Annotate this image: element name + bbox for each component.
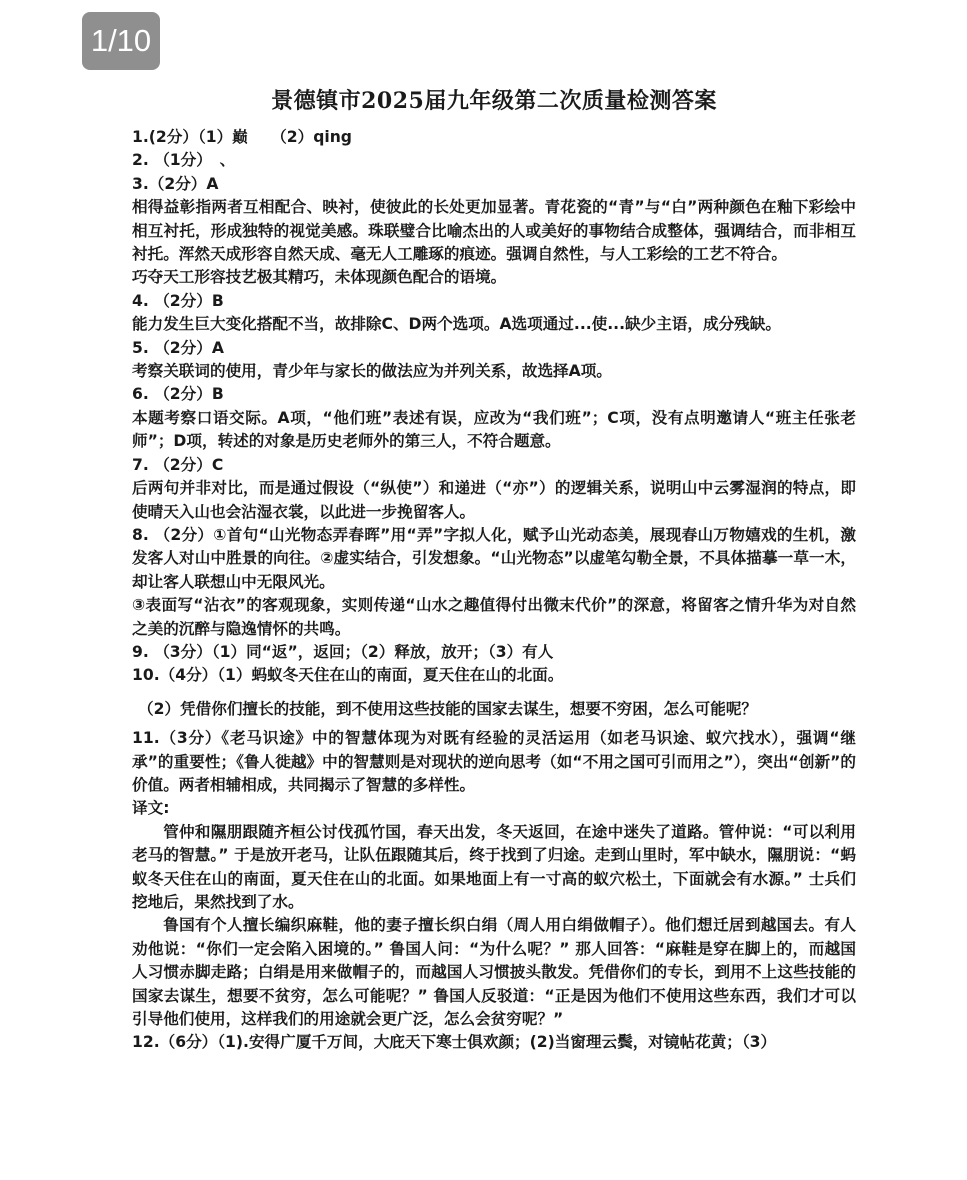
answer-q12: 12.（6分）（1).安得广厦千万间，大庇天下寒士俱欢颜；(2)当窗理云鬓，对镜帖花黄；（3） [132,1033,777,1052]
document-title: 景德镇市2025届九年级第二次质量检测答案 [271,88,717,114]
answer-q4-header: 4. （2分）B [132,291,224,310]
page-indicator-badge: 1/10 [82,12,160,70]
answer-q6-explanation: 本题考察口语交际。A项，“他们班”表述有误，应改为“我们班”；C项，没有点明邀请人“班主任张老师”；D项，转述的对象是历史老师外的第三人，不符合题意。 [132,408,856,451]
answer-q9: 9. （3分）（1）同“返”，返回；（2）释放，放开；（3）有人 [132,642,554,661]
translation-label: 译文: [132,799,170,818]
translation-paragraph-1: 管仲和隰朋跟随齐桓公讨伐孤竹国，春天出发，冬天返回，在途中迷失了道路。管仲说：“可以利用老马的智慧。” 于是放开老马，让队伍跟随其后，终于找到了归途。走到山里时，军中缺水，隰朋说：“蚂蚁冬天住在山的南面，夏天住在山的北面。如果地面上有一寸高的蚁穴松土，下面就会有水源。” 士兵们挖地后，果然找到了水。 [132,822,856,911]
answer-q3-explanation: 相得益彰指两者互相配合、映衬，使彼此的长处更加显著。青花瓷的“青”与“白”两种颜色在釉下彩绘中相互衬托，形成独特的视觉美感。珠联璧合比喻杰出的人或美好的事物结合成整体，强调结合，而非相互衬托。浑然天成形容自然天成、毫无人工雕琢的痕迹。强调自然性，与人工彩绘的工艺不符合。 [132,198,856,264]
answer-q3-header: 3.（2分）A [132,174,219,193]
translation-paragraph-2: 鲁国有个人擅长编织麻鞋，他的妻子擅长织白绢（周人用白绢做帽子）。他们想迁居到越国去。有人劝他说：“你们一定会陷入困境的。” 鲁国人问：“为什么呢？” 那人回答：“麻鞋是穿在脚上的，而越国人习惯赤脚走路；白绢是用来做帽子的，而越国人习惯披头散发。凭借你们的专长，到用不上这些技能的国家去谋生，想要不贫穷，怎么可能呢？” 鲁国人反驳道：“正是因为他们不使用这些东西，我们才可以引导他们使用，这样我们的用途就会更广泛，怎么会贫穷呢？” [132,916,856,1029]
answer-q8: 8. （2分）①首句“山光物态弄春晖”用“弄”字拟人化，赋予山光动态美，展现春山万物嬉戏的生机，激发客人对山中胜景的向往。②虚实结合，引发想象。“山光物态”以虚笔勾勒全景，不具体描摹一草一木，却让客人联想山中无限风光。 [132,525,856,591]
answer-q2: 2. （1分） 、 [132,151,236,170]
answer-q8-point3: ③表面写“沾衣”的客观现象，实则传递“山水之趣值得付出微末代价”的深意，将留客之情升华为对自然之美的沉醉与隐逸情怀的共鸣。 [132,596,856,638]
answer-q5-explanation: 考察关联词的使用，青少年与家长的做法应为并列关系，故选择A项。 [132,362,612,381]
answer-q11: 11.（3分）《老马识途》中的智慧体现为对既有经验的灵活运用（如老马识途、蚁穴找水），强调“继承”的重要性；《鲁人徙越》中的智慧则是对现状的逆向思考（如“不用之国可引而用之”），突出“创新”的价值。两者相辅相成，共同揭示了智慧的多样性。 [132,729,856,794]
answer-q10-part2: （2）凭借你们擅长的技能，到不使用这些技能的国家去谋生，想要不穷困，怎么可能呢？ [138,699,758,718]
answer-q4-explanation: 能力发生巨大变化搭配不当，故排除C、D两个选项。A选项通过...使...缺少主语，成分残缺。 [132,315,781,334]
answer-q7-header: 7. （2分）C [132,455,224,474]
answer-q5-header: 5. （2分）A [132,338,224,357]
answer-q7-explanation: 后两句并非对比，而是通过假设（“纵使”）和递进（“亦”）的逻辑关系，说明山中云雾湿润的特点，即使晴天入山也会沾湿衣裳，以此进一步挽留客人。 [132,479,856,521]
answer-q1: 1.(2分）（1）巅 （2）qing [132,128,352,146]
answer-q10-part1: 10.（4分）（1）蚂蚁冬天住在山的南面，夏天住在山的北面。 [132,666,564,685]
answer-q6-header: 6. （2分）B [132,385,224,404]
answer-q3-note: 巧夺天工形容技艺极其精巧，未体现颜色配合的语境。 [132,268,507,287]
answer-document [132,86,856,1055]
